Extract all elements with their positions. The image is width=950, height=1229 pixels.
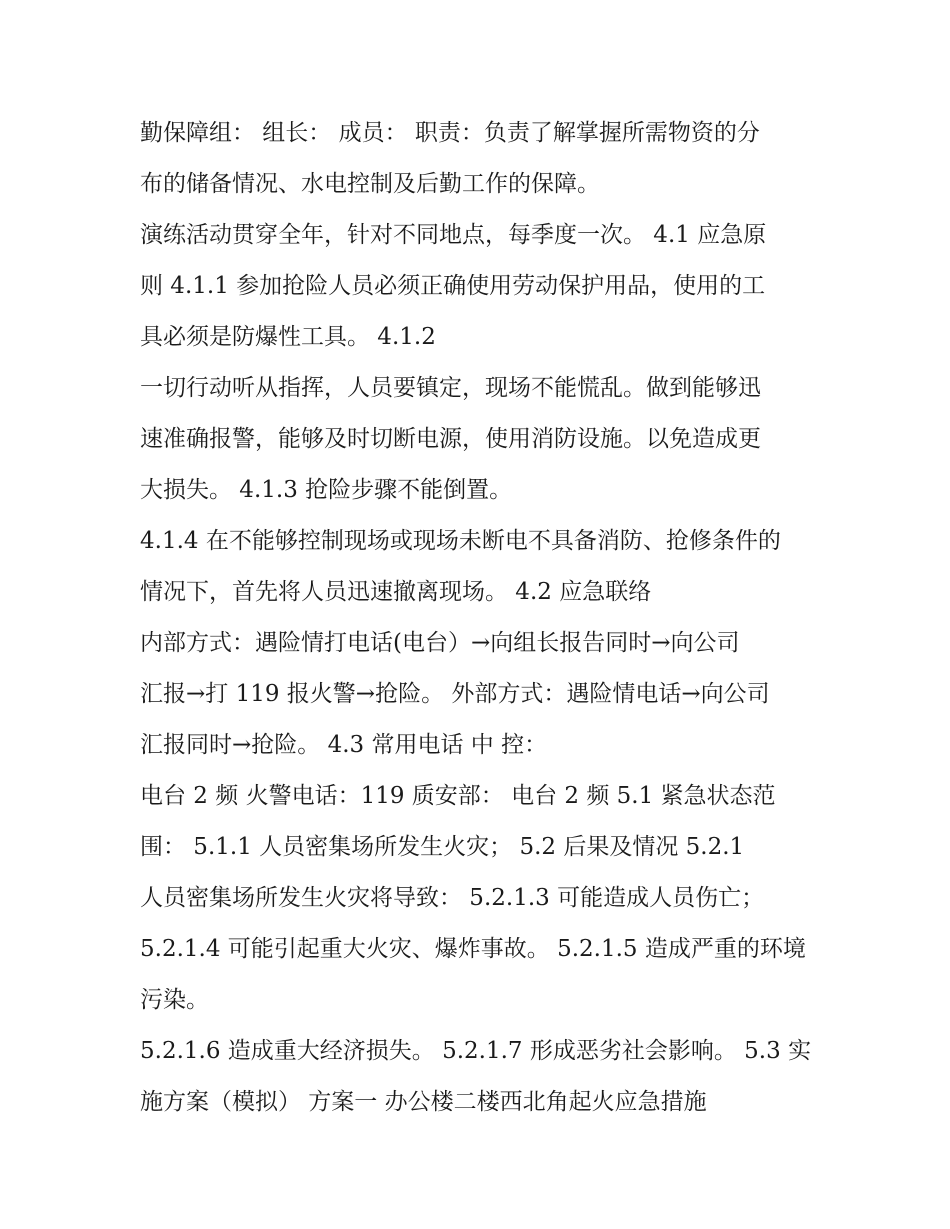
text-line: 情况下，首先将人员迅速撤离现场。 4.2 应急联络 [140, 579, 652, 605]
text-line: 演练活动贯穿全年，针对不同地点，每季度一次。 4.1 应急原 [140, 222, 767, 248]
text-line: 电台 2 频 火警电话：119 质安部： 电台 2 频 5.1 紧急状态范 [140, 783, 776, 809]
text-line: 内部方式：遇险情打电话(电台）→向组长报告同时→向公司 [140, 630, 740, 656]
text-line: 5.2.1.6 造成重大经济损失。 5.2.1.7 形成恶劣社会影响。 5.3 实 [140, 1038, 812, 1064]
text-line: 4.1.4 在不能够控制现场或现场未断电不具备消防、抢修条件的 [140, 528, 781, 554]
text-line: 具必须是防爆性工具。 4.1.2 [140, 324, 436, 350]
document-body [140, 108, 820, 1128]
text-line: 汇报→打 119 报火警→抢险。 外部方式：遇险情电话→向公司 [140, 681, 770, 707]
text-line: 污染。 [140, 987, 209, 1013]
text-line: 5.2.1.4 可能引起重大火灾、爆炸事故。 5.2.1.5 造成严重的环境 [140, 936, 806, 962]
text-line: 人员密集场所发生火灾将导致： 5.2.1.3 可能造成人员伤亡； [140, 885, 765, 911]
text-line: 速准确报警，能够及时切断电源，使用消防设施。以免造成更 [140, 426, 761, 452]
text-line: 围： 5.1.1 人员密集场所发生火灾； 5.2 后果及情况 5.2.1 [140, 834, 745, 860]
text-line: 大损失。 4.1.3 抢险步骤不能倒置。 [140, 477, 513, 503]
text-line: 一切行动听从指挥，人员要镇定，现场不能慌乱。做到能够迅 [140, 375, 761, 401]
text-line: 则 4.1.1 参加抢险人员必须正确使用劳动保护用品，使用的工 [140, 273, 766, 299]
text-line: 勤保障组： 组长： 成员： 职责：负责了解掌握所需物资的分 [140, 120, 760, 146]
text-line: 汇报同时→抢险。 4.3 常用电话 中 控： [140, 732, 548, 758]
text-line: 施方案（模拟） 方案一 办公楼二楼西北角起火应急措施 [140, 1089, 707, 1115]
text-line: 布的储备情况、水电控制及后勤工作的保障。 [140, 171, 600, 197]
